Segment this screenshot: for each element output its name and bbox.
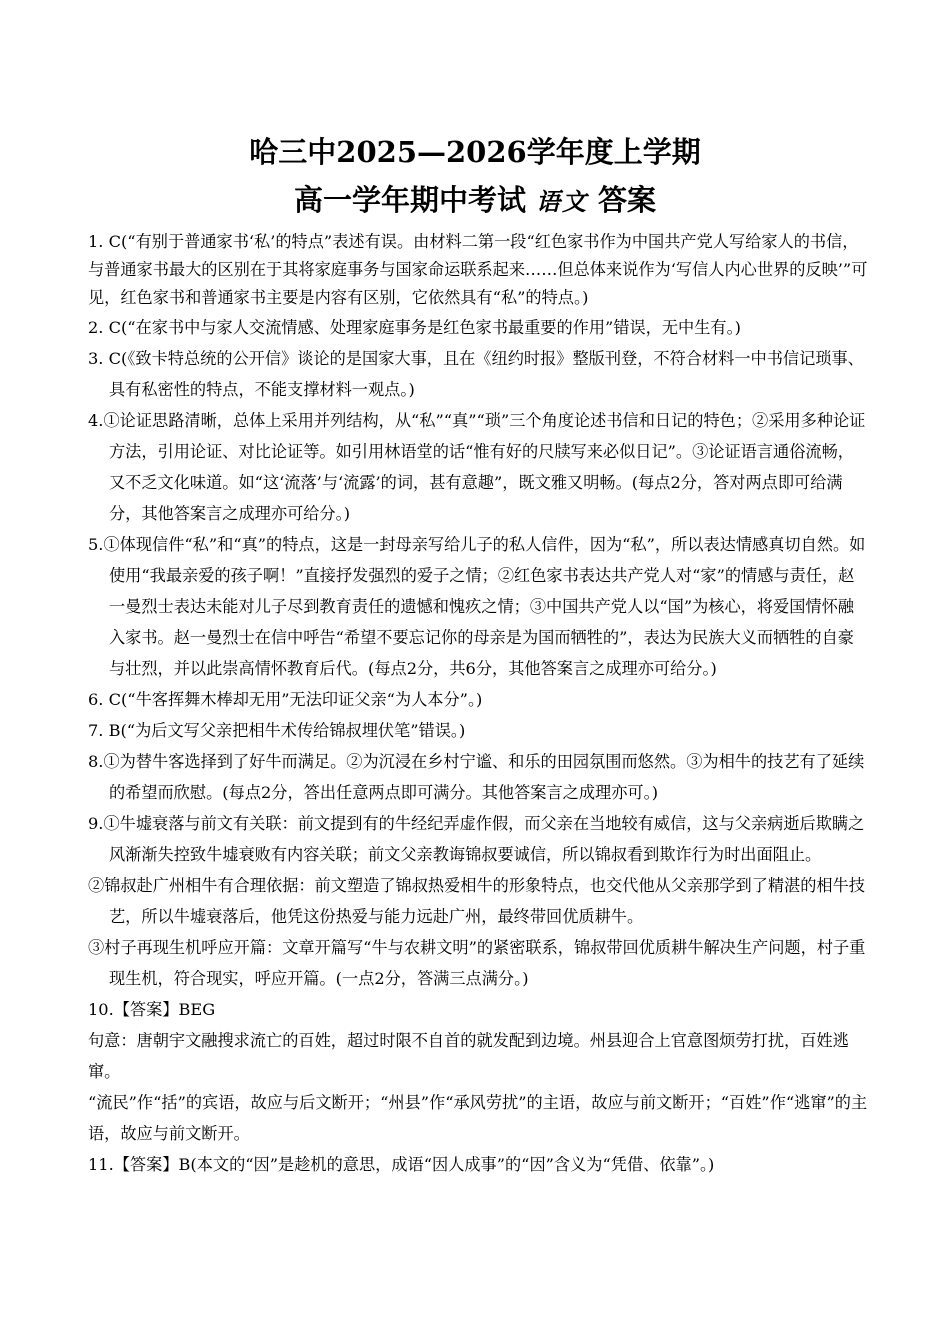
answer-item-q6: 6. C(“牛客挥舞木棒却无用”无法印证父亲“为人本分”。) — [88, 690, 483, 709]
subtitle-subject: 语文 — [536, 187, 588, 216]
answer-item-q10-explanation: “流民”作“括”的宾语，故应与后文断开；“州县”作“承风劳扰”的主语，故应与前文断开；“百姓”作“逃窜”的主语，故应与前文断开。 — [88, 1093, 868, 1143]
answer-item-q9-part1: 9.①牛墟衰落与前文有关联：前文提到有的牛经纪弄虚作假，而父亲在当地较有威信，这与父亲病逝后欺瞒之风渐渐失控致牛墟衰败有内容关联；前文父亲教诲锦叔要诚信，所以锦叔看到欺诈行为时出面阻止。 — [88, 814, 865, 864]
answer-item-q11: 11.【答案】B(本文的“因”是趁机的意思，成语“因人成事”的“因”含义为“凭借、依靠”。) — [88, 1155, 715, 1174]
subtitle-answer-label: 答案 — [598, 183, 657, 217]
answer-item-q8: 8.①为替牛客选择到了好牛而满足。②为沉浸在乡村宁谧、和乐的田园氛围而悠然。③为相牛的技艺有了延续的希望而欣慰。(每点2分，答出任意两点即可满分。其他答案言之成理亦可。) — [88, 752, 865, 802]
answer-item-q2: 2. C(“在家书中与家人交流情感、处理家庭事务是红色家书最重要的作用”错误，无中生有。) — [88, 318, 741, 337]
page-title: 哈三中2025—2026学年度上学期 — [249, 135, 701, 169]
answer-item-q10-key: 10.【答案】BEG — [88, 1000, 216, 1019]
answer-item-q4: 4.①论证思路清晰，总体上采用并列结构，从“私”“真”“琐”三个角度论述书信和日记的特色；②采用多种论证方法，引用论证、对比论证等。如引用林语堂的话“惟有好的尺牍写来必似日记”。③论证语言通俗流畅，又不乏文化味道。如“这‘流落’与‘流露’的词，甚有意趣”，既文雅又明畅。(每点2分，答对两点即可给满分，其他答案言之成理亦可给分。) — [88, 411, 866, 523]
answer-item-q5: 5.①体现信件“私”和“真”的特点，这是一封母亲写给儿子的私人信件，因为“私”，所以表达情感真切自然。如使用“我最亲爱的孩子啊！”直接抒发强烈的爱子之情；②红色家书表达共产党人对“家”的情感与责任，赵一曼烈士表达未能对儿子尽到教育责任的遗憾和愧疚之情；③中国共产党人以“国”为核心，将爱国情怀融入家书。赵一曼烈士在信中呼告“希望不要忘记你的母亲是为国而牺牲的”，表达为民族大义而牺牲的自豪与壮烈，并以此崇高情怀教育后代。(每点2分，共6分，其他答案言之成理亦可给分。) — [88, 535, 866, 678]
answer-list — [88, 228, 868, 1180]
answer-item-q3: 3. C(《致卡特总统的公开信》谈论的是国家大事，且在《纽约时报》整版刊登，不符合材料一中书信记琐事、具有私密性的特点，不能支撑材料一观点。) — [88, 349, 864, 399]
page-subtitle — [0, 180, 950, 222]
answer-item-q9-part2: ②锦叔赴广州相牛有合理依据：前文塑造了锦叔热爱相牛的形象特点，也交代他从父亲那学到了精湛的相牛技艺，所以牛墟衰落后，他凭这份热爱与能力远赴广州，最终带回优质耕牛。 — [88, 876, 865, 926]
answer-item-q7: 7. B(“为后文写父亲把相牛术传给锦叔埋伏笔”错误。) — [88, 721, 466, 740]
subtitle-exam-name: 高一学年期中考试 — [293, 183, 526, 217]
answer-item-q10-translation: 句意：唐朝宇文融搜求流亡的百姓，超过时限不自首的就发配到边境。州县迎合上官意图烦劳打扰，百姓逃窜。 — [88, 1031, 849, 1081]
answer-item-q1: 1. C(“有别于普通家书‘私’的特点”表述有误。由材料二第一段“红色家书作为中国共产党人写给家人的书信，与普通家书最大的区别在于其将家庭事务与国家命运联系起来……但总体来说作为‘写信人内心世界的反映’”可见，红色家书和普通家书主要是内容有区别，它依然具有“私”的特点。) — [88, 232, 868, 307]
answer-item-q9-part3: ③村子再现生机呼应开篇：文章开篇写“牛与农耕文明”的紧密联系，锦叔带回优质耕牛解决生产问题，村子重现生机，符合现实，呼应开篇。(一点2分，答满三点满分。) — [88, 938, 866, 988]
